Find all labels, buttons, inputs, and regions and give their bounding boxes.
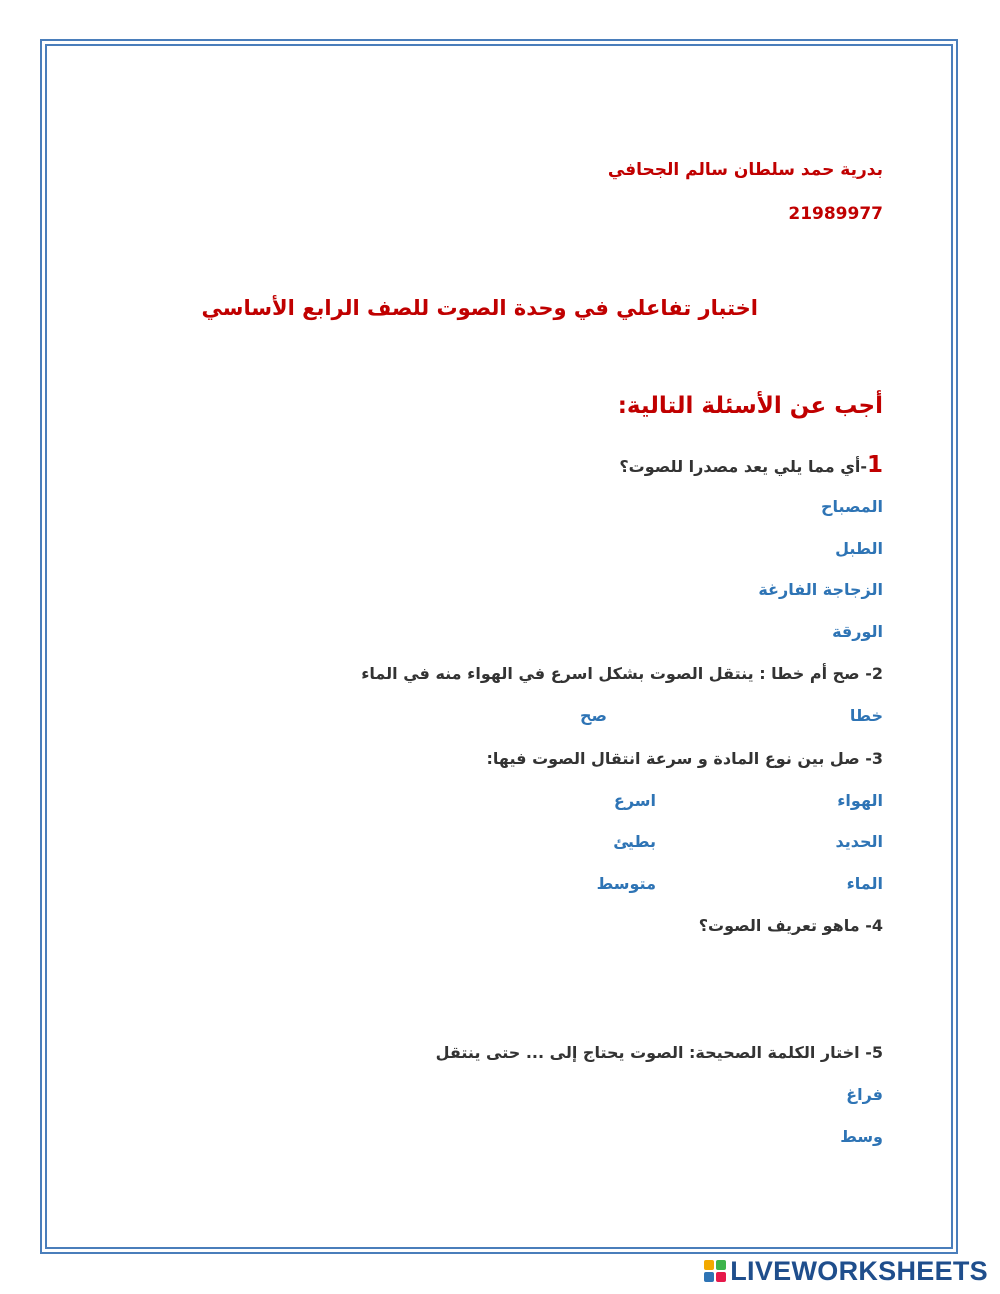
liveworksheets-logo-text: LIVEWORKSHEETS (730, 1255, 988, 1286)
author-id: 21989977 (788, 204, 883, 224)
q5-option-medium[interactable]: وسط (840, 1127, 883, 1146)
question-1 (619, 452, 883, 478)
q3-material-air[interactable]: الهواء (837, 791, 883, 810)
author-name: بدرية حمد سلطان سالم الجحافي (607, 160, 883, 180)
worksheet-title: اختبار تفاعلي في وحدة الصوت للصف الرابع الأساسي (201, 296, 758, 320)
question-2-text: 2- صح أم خطا : ينتقل الصوت بشكل اسرع في الهواء منه في الماء (361, 664, 883, 683)
q3-speed-slow[interactable]: بطيئ (613, 832, 656, 851)
q2-option-false[interactable]: خطا (849, 706, 883, 725)
question-1-number: 1 (866, 452, 883, 478)
page-border-inner (45, 44, 953, 1249)
liveworksheets-logo (704, 1256, 988, 1286)
question-4-text: 4- ماهو تعريف الصوت؟ (698, 916, 883, 935)
q1-option-empty-bottle[interactable]: الزجاجة الفارغة (758, 580, 883, 599)
q1-option-lamp[interactable]: المصباح (820, 497, 883, 516)
instructions-heading: أجب عن الأسئلة التالية: (617, 393, 883, 419)
question-3-text: 3- صل بين نوع المادة و سرعة انتقال الصوت فيها: (486, 749, 883, 768)
q3-material-water[interactable]: الماء (846, 874, 883, 893)
q1-option-paper[interactable]: الورقة (832, 622, 883, 641)
liveworksheets-logo-icon (704, 1260, 726, 1282)
q2-option-true[interactable]: صح (580, 706, 607, 725)
q3-speed-fastest[interactable]: اسرع (613, 791, 656, 810)
question-1-text: -أي مما يلي يعد مصدرا للصوت؟ (619, 457, 867, 476)
q3-speed-medium[interactable]: متوسط (596, 874, 656, 893)
q1-option-drum[interactable]: الطبل (835, 539, 883, 558)
q5-option-vacuum[interactable]: فراغ (846, 1085, 883, 1104)
q3-material-iron[interactable]: الحديد (835, 832, 883, 851)
question-5-text: 5- اختار الكلمة الصحيحة: الصوت يحتاج إلى ... حتى ينتقل (435, 1043, 883, 1062)
